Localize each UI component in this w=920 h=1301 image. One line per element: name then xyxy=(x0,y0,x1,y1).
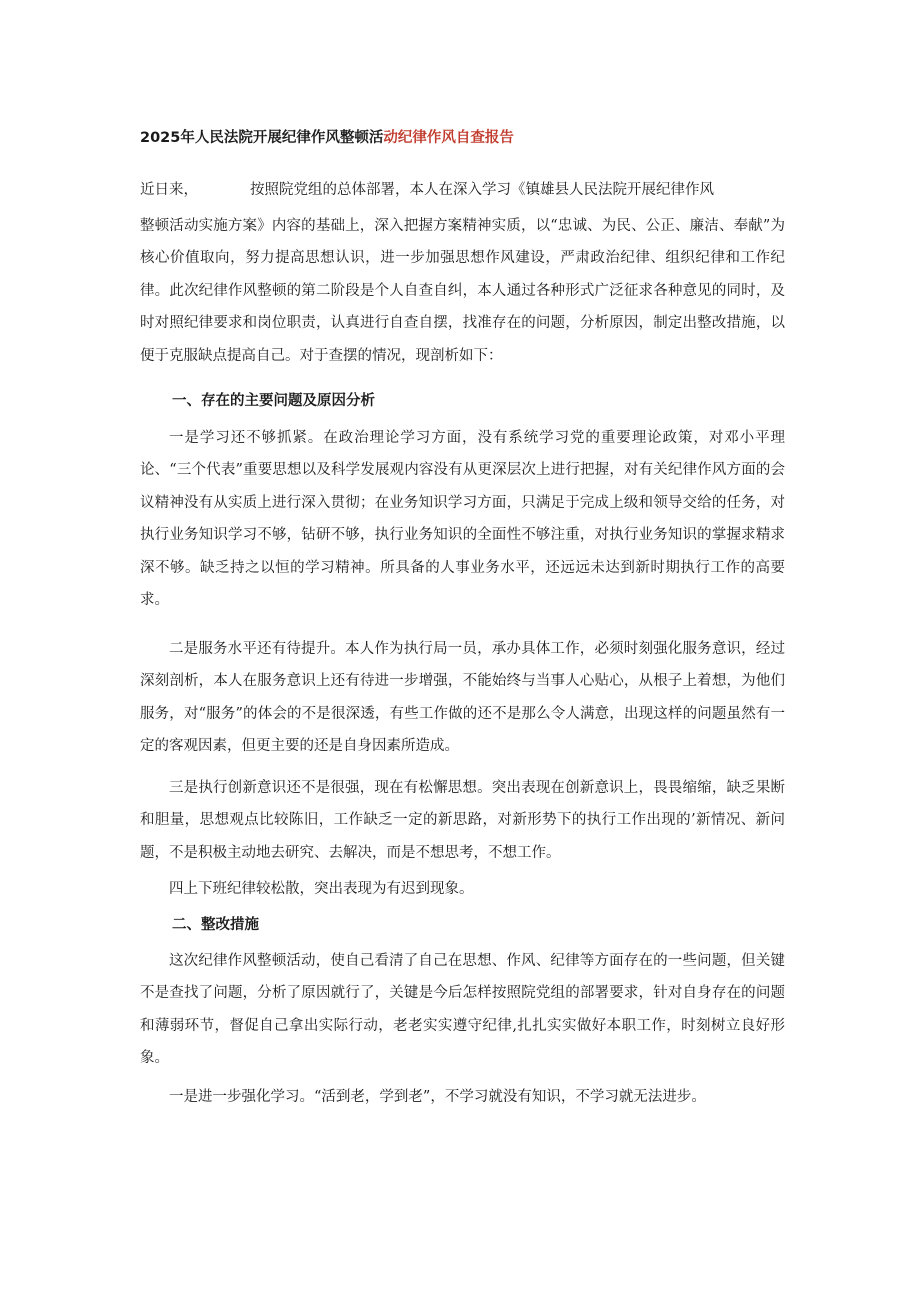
paragraph-measure-learning: 一是进一步强化学习。“活到老，学到老”，不学习就没有知识，不学习就无法进步。 xyxy=(169,1089,706,1105)
title-main: 2025年人民法院开展纪律作风整顿活 xyxy=(140,130,384,146)
intro-lead-continued: 按照院党组的总体部署，本人在深入学习《镇雄县人民法院开展纪律作风 xyxy=(250,182,714,198)
paragraph-problem-discipline: 四上下班纪律较松散，突出表现为有迟到现象。 xyxy=(169,881,474,897)
title-accent: 动纪律作风自查报告 xyxy=(383,130,514,146)
paragraph-problem-learning: 一是学习还不够抓紧。在政治理论学习方面，没有系统学习党的重要理论政策，对邓小平理论、“三个代表”重要思想以及科学发展观内容没有从更深层次上进行把握，对有关纪律作风方面的会议精神没有从实质上进行深入贯彻；在业务知识学习方面，只满足于完成上级和领导交给的任务，对执行业务知识学习不够，钻研不够，执行业务知识的全面性不够注重，对执行业务知识的掌握求精求深不够。缺乏持之以恒的学习精神。所具备的人事业务水平，还远远未达到新时期执行工作的高要求。 xyxy=(140,430,785,609)
paragraph-problem-service: 二是服务水平还有待提升。本人作为执行局一员，承办具体工作，必须时刻强化服务意识，经过深刻剖析，本人在服务意识上还有待进一步增强，不能始终与当事人心贴心，从根子上着想，为他们服务，对“服务”的体会的不是很深透，有些工作做的还不是那么令人满意，出现这样的问题虽然有一定的客观因素，但更主要的还是自身因素所造成。 xyxy=(140,641,785,755)
intro-first-line xyxy=(140,178,780,202)
intro-paragraph: 整顿活动实施方案》内容的基础上，深入把握方案精神实质，以“忠诚、为民、公正、廉洁、奉献”为核心价值取向，努力提高思想认识，进一步加强思想作风建设，严肃政治纪律、组织纪律和工作纪律。此次纪律作风整顿的第二阶段是个人自查自纠，本人通过各种形式广泛征求各种意见的同时，及时对照纪律要求和岗位职责，认真进行自查自摆，找准存在的问题，分析原因，制定出整改措施，以便于克服缺点提高自己。对于查摆的情况，现剖析如下： xyxy=(140,218,785,364)
document-title xyxy=(140,127,780,149)
paragraph-problem-innovation: 三是执行创新意识还不是很强，现在有松懈思想。突出表现在创新意识上，畏畏缩缩，缺乏果断和胆量，思想观点比较陈旧，工作缺乏一定的新思路，对新形势下的执行工作出现的’新情况、新问题，不是积极主动地去研究、去解决，而是不想思考，不想工作。 xyxy=(140,780,785,861)
section-heading-problems: 一、存在的主要问题及原因分析 xyxy=(172,393,375,409)
intro-lead: 近日来， xyxy=(140,182,198,198)
paragraph-measures-intro: 这次纪律作风整顿活动，使自己看清了自己在思想、作风、纪律等方面存在的一些问题，但关键不是查找了问题，分析了原因就行了，关键是今后怎样按照院党组的部署要求，针对自身存在的问题和薄弱环节，督促自己拿出实际行动，老老实实遵守纪律,扎扎实实做好本职工作，时刻树立良好形象。 xyxy=(140,953,785,1067)
section-heading-measures: 二、整改措施 xyxy=(172,917,259,933)
